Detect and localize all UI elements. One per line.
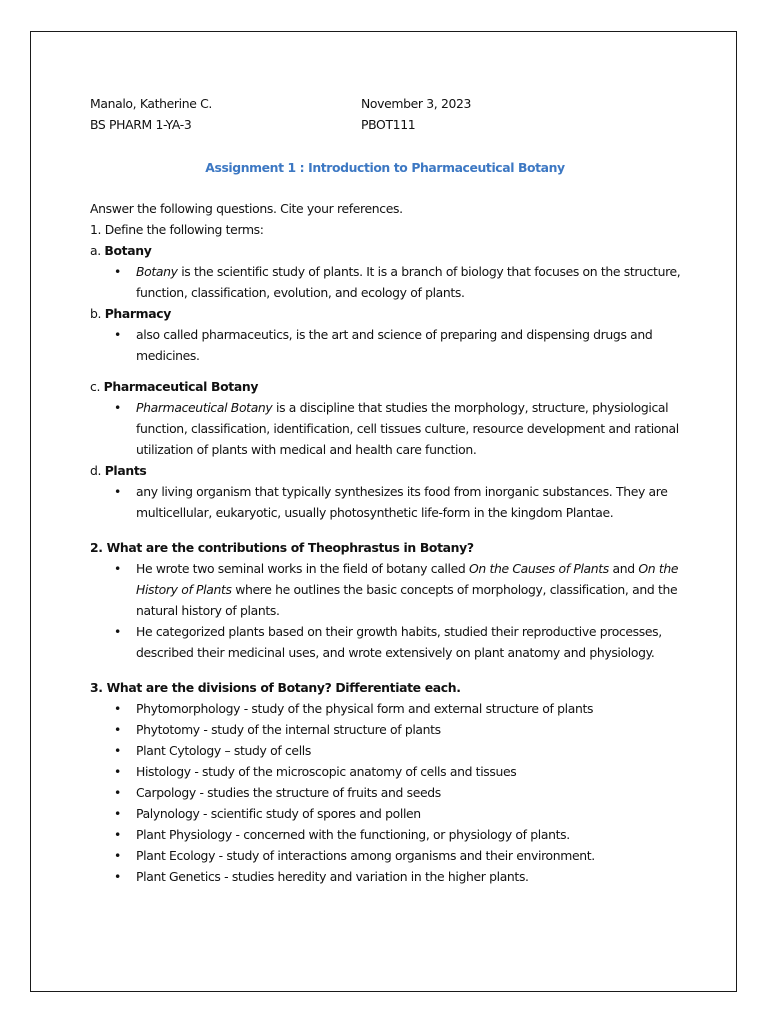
term-pharmaceutical-botany-definition [90,397,690,460]
list-item [90,397,690,460]
list-item: • also called pharmaceutics, is the art and science of preparing and dispensing drugs and medicines. [90,324,690,366]
term-botany-definition [90,261,690,303]
header-row-1 [90,93,690,114]
list-item: • He categorized plants based on their growth habits, studied their reproductive processes, described their medicinal uses, and wrote extensively on plant anatomy and physiology. [90,621,690,663]
definition-text: is a discipline that studies the morphology, structure, physiological function, classification, identification, cell tissues culture, resource development and rational utilization of plants with medical and health care function. [136,400,679,457]
header-row-2 [90,114,690,135]
term-label: Plants [104,463,147,478]
term-label: Pharmaceutical Botany [103,379,259,394]
term-pharmacy-heading [90,303,690,324]
answer-text: He wrote two seminal works in the field of botany called [136,561,469,576]
spacer [90,663,690,677]
question-2-prompt [90,537,690,558]
term-label: Pharmacy [104,306,171,321]
instructions: Answer the following questions. Cite your references. [90,201,403,216]
list-item: • Plant Ecology - study of interactions among organisms and their environment. [90,845,690,866]
question-2-text: 2. What are the contributions of Theophrastus in Botany? [90,540,474,555]
assignment-title: Assignment 1 : Introduction to Pharmaceutical Botany [205,160,565,175]
italic-term: Pharmaceutical Botany [136,400,273,415]
term-plants-definition [90,481,690,523]
list-item [90,261,690,303]
term-label: Botany [104,243,152,258]
student-program: BS PHARM 1-YA-3 [90,117,192,132]
list-item: • Plant Cytology – study of cells [90,740,690,761]
list-item: • Plant Genetics - studies heredity and variation in the higher plants. [90,866,690,887]
answer-text: where he outlines the basic concepts of morphology, classification, and the natural history of plants. [136,582,678,618]
term-botany-heading [90,240,690,261]
spacer [90,366,690,376]
italic-term: Botany [136,264,178,279]
term-prefix: a. [90,243,105,258]
list-item: • Palynology - scientific study of spores and pollen [90,803,690,824]
term-prefix: b. [90,306,105,321]
term-pharmaceutical-botany-heading [90,376,690,397]
question-1-prompt: 1. Define the following terms: [90,222,264,237]
book-title: On the Causes of Plants [469,561,609,576]
list-item: • Plant Physiology - concerned with the functioning, or physiology of plants. [90,824,690,845]
answer-text: and [608,561,639,576]
list-item: • Carpology - studies the structure of fruits and seeds [90,782,690,803]
definition-text: is the scientific study of plants. It is a branch of biology that focuses on the structure, function, classification, evolution, and ecology of plants. [136,264,681,300]
question-3-prompt [90,677,690,698]
student-name: Manalo, Katherine C. [90,96,213,111]
question-2-answers [90,558,690,663]
term-prefix: d. [90,463,105,478]
spacer [90,523,690,537]
submission-date: November 3, 2023 [361,96,472,111]
botany-divisions-list [90,698,690,887]
list-item: • Phytotomy - study of the internal structure of plants [90,719,690,740]
course-code: PBOT111 [361,117,416,132]
list-item [90,558,690,621]
list-item: • Histology - study of the microscopic anatomy of cells and tissues [90,761,690,782]
document-page [30,31,737,992]
term-prefix: c. [90,379,104,394]
question-3-text: 3. What are the divisions of Botany? Differentiate each. [90,680,461,695]
document-body [90,93,690,887]
list-item: • Phytomorphology - study of the physical form and external structure of plants [90,698,690,719]
term-plants-heading [90,460,690,481]
term-pharmacy-definition [90,324,690,366]
list-item: • any living organism that typically synthesizes its food from inorganic substances. They are multicellular, eukaryotic, usually photosynthetic life-form in the kingdom Plantae. [90,481,690,523]
book-title: On the History of Plants [136,561,679,597]
